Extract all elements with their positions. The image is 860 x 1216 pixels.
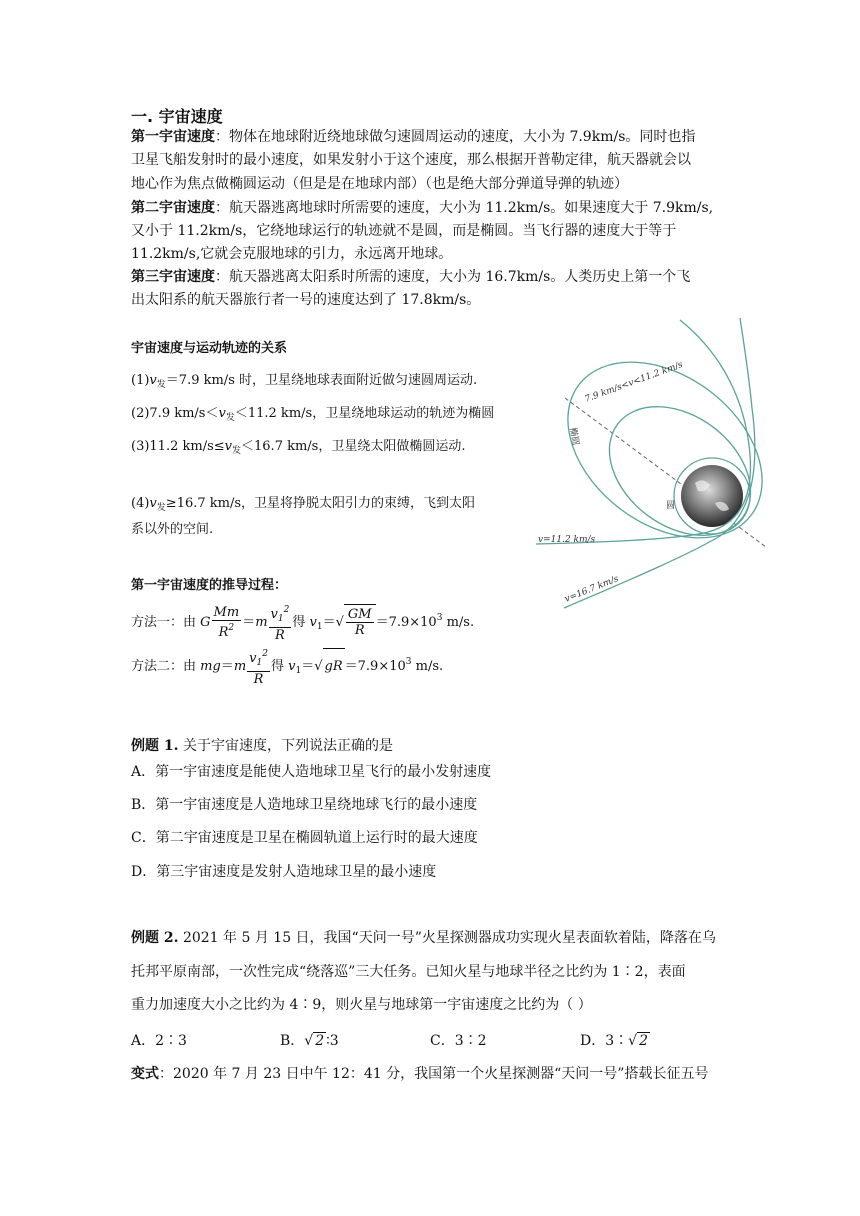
variant-label: 变式 xyxy=(131,1066,159,1082)
second-velocity-text-1: ：航天器逃离地球时所需要的速度，大小为 11.2km/s。如果速度大于 7.9km/s, xyxy=(215,200,714,216)
example-1-option-b: B．第一宇宙速度是人造地球卫星绕地球飞行的最小速度 xyxy=(131,797,478,813)
orbit-figure xyxy=(530,318,765,610)
relation-item-2: (2)7.9 $km/s<v_发<11.2$ km/s，卫星绕地球运动的轨迹为椭圆 xyxy=(131,406,495,423)
label-ellipse-speed: 7.9 km/s<v<11.2 km/s xyxy=(583,360,685,405)
derivation-method-1: 方法一：由 G $\frac{Mm}{R^2}$ ＝m $\frac{v_1^2}{R}$ 得 $v_1=√$ $\frac{GM}{R}$ $=7.9\times 10^3$ m/s. xyxy=(131,604,475,643)
relation-item-1: $(1)v_发=7.9$ km/s 时，卫星绕地球表面附近做匀速圆周运动. xyxy=(131,373,478,390)
example-2-line-3: 重力加速度大小之比约为 4∶9，则火星与地球第一宇宙速度之比约为（ ） xyxy=(131,997,592,1013)
sqrt-GM-R: $\frac{GM}{R}$ xyxy=(344,604,376,641)
fraction-v1sq-R: $\frac{v_1^2}{R}$ xyxy=(270,604,290,643)
first-velocity-line-2: 卫星飞船发射时的最小速度，如果发射小于这个速度，那么根据开普勒定律，航天器就会以 xyxy=(131,152,691,168)
second-velocity-line-3: 11.2km/s,它就会克服地球的引力，永远离开地球。 xyxy=(131,246,453,262)
example-1-option-a: A．第一宇宙速度是能使人造地球卫星飞行的最小发射速度 xyxy=(131,764,492,780)
example-1-option-c: C．第二宇宙速度是卫星在椭圆轨道上运行时的最大速度 xyxy=(131,830,478,846)
example-2-option-a: A．2∶3 xyxy=(131,1033,187,1049)
example-2-option-c: C．3∶2 xyxy=(430,1033,487,1049)
example-2-line-2: 托邦平原南部，一次性完成“绕落巡”三大任务。已知火星与地球半径之比约为 1∶2，表面 xyxy=(131,964,686,980)
first-velocity-text-1: ：物体在地球附近绕地球做匀速圆周运动的速度，大小为 7.9km/s。同时也指 xyxy=(215,129,696,145)
label-ellipse: 椭圆 xyxy=(567,426,581,447)
first-velocity-line-1 xyxy=(131,127,695,147)
fraction-v1sq-R-2: $\frac{v_1^2}{R}$ xyxy=(249,648,268,687)
example-2-option-d: D．3∶√ 2 xyxy=(580,1033,648,1049)
label-v167: v=16.7 km/s xyxy=(563,574,621,605)
section-title: 一. 宇宙速度 xyxy=(131,107,223,126)
example-1-stem: 例题 1. 关于宇宙速度，下列说法正确的是 xyxy=(131,738,393,754)
second-velocity-line-1 xyxy=(131,198,713,218)
example-1-option-d: D．第三宇宙速度是发射人造地球卫星的最小速度 xyxy=(131,864,437,880)
example-1-label: 例题 1. xyxy=(131,738,179,754)
relation-item-4-cont: 系以外的空间. xyxy=(131,522,214,537)
derivation-method-2: 方法二：由 mg＝m $\frac{v_1^2}{R}$ 得 $v_1=√$ gR $=7.9\times 10^3$ m/s. xyxy=(131,648,444,687)
variant-line: 变式：2020 年 7 月 23 日中午 12：41 分，我国第一个火星探测器“天问一号”搭载长征五号 xyxy=(131,1066,709,1082)
label-v112: v=11.2 km/s xyxy=(538,535,596,545)
example-2-option-b: B．√ 2 ∶3 xyxy=(280,1033,339,1049)
second-velocity-label: 第二宇宙速度 xyxy=(131,200,215,216)
first-velocity-label: 第一宇宙速度 xyxy=(131,129,215,145)
derivation-title: 第一宇宙速度的推导过程： xyxy=(131,578,288,593)
sqrt-gR: gR xyxy=(323,648,345,685)
third-velocity-line-2: 出太阳系的航天器旅行者一号的速度达到了 17.8km/s。 xyxy=(131,292,481,308)
hyperbola-orbit xyxy=(564,318,755,608)
fraction-Mm-R2: $\frac{Mm}{R^2}$ xyxy=(213,605,240,640)
relation-item-3: (3)11.2 $km/s\le v_发<16.7$ km/s，卫星绕太阳做椭圆运动. xyxy=(131,439,466,456)
third-velocity-line-1 xyxy=(131,267,690,287)
second-velocity-line-2: 又小于 11.2km/s，它绕地球运行的轨迹就不是圆，而是椭圆。当飞行器的速度大于等于 xyxy=(131,223,677,239)
label-circle: 圆 xyxy=(666,501,676,511)
third-velocity-label: 第三宇宙速度 xyxy=(131,269,215,285)
axis-dashed-line xyxy=(565,398,765,550)
third-velocity-text-1: ：航天器逃离太阳系时所需的速度，大小为 16.7km/s。人类历史上第一个飞 xyxy=(215,269,691,285)
first-velocity-line-3: 地心作为焦点做椭圆运动（但是是在地球内部）（也是绝大部分弹道导弹的轨迹） xyxy=(131,176,628,192)
label-circle-speed: v=7.9km/s xyxy=(677,439,727,466)
example-2-line-1: 例题 2. 2021 年 5 月 15 日，我国“天问一号”火星探测器成功实现火星表面软着陆，降落在乌 xyxy=(131,930,716,946)
relation-item-4: $(4)v_发\ge 16.7$ km/s，卫星将挣脱太阳引力的束缚，飞到太阳 xyxy=(131,496,476,513)
example-2-label: 例题 2. xyxy=(131,930,179,946)
relation-title: 宇宙速度与运动轨迹的关系 xyxy=(131,341,288,356)
